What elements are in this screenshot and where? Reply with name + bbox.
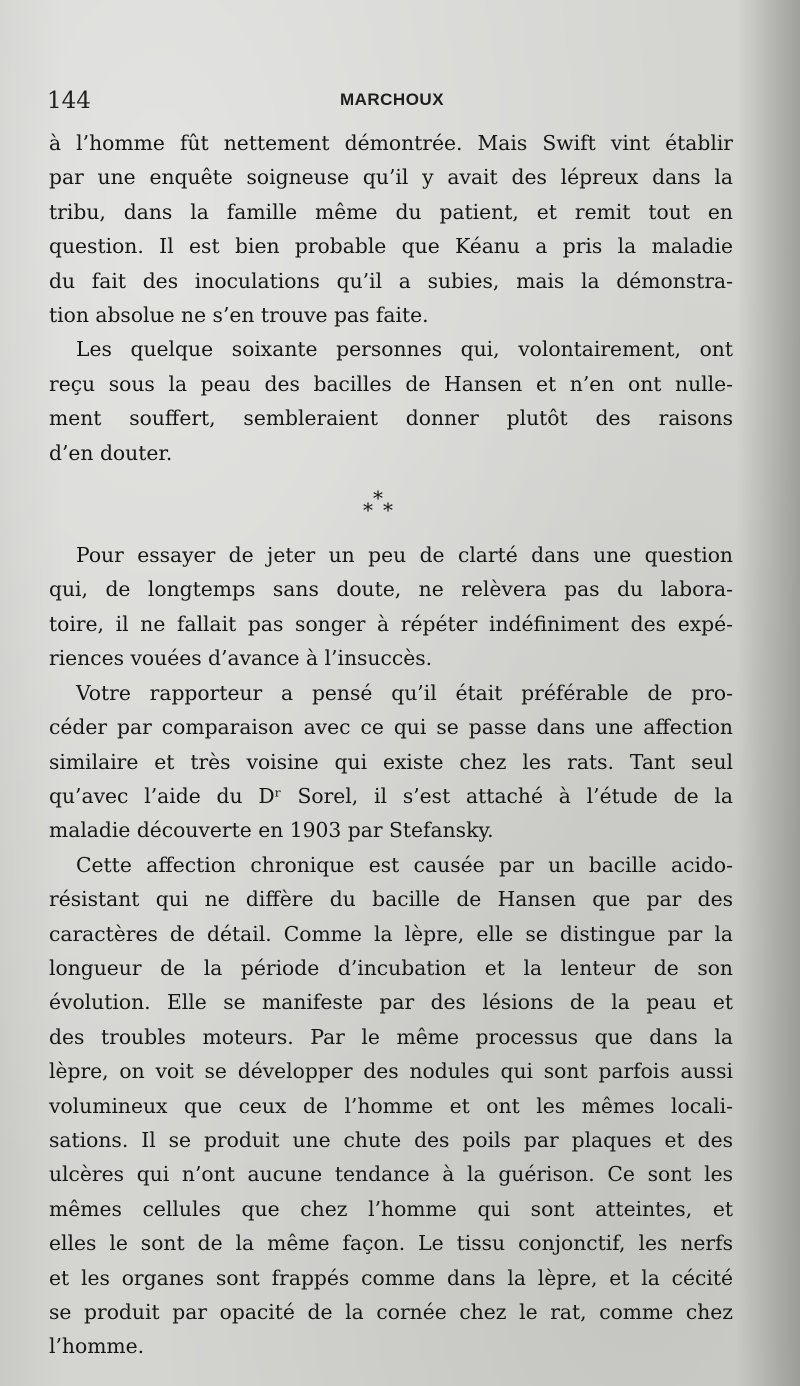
text-line: résistant qui ne diffère du bacille de Hansen que par des (49, 887, 733, 912)
page-number: 144 (47, 88, 91, 114)
text-line: et les organes sont frappés comme dans la lèpre, et la cécité (49, 1265, 733, 1290)
text-line: sations. Il se produit une chute des poils par plaques et des (49, 1127, 733, 1152)
text-line: ulcères qui n’ont aucune tendance à la guérison. Ce sont les (49, 1162, 733, 1187)
paragraph-2 (49, 332, 733, 470)
text-line: similaire et très voisine qui existe chez les rats. Tant seul (49, 749, 733, 774)
text-line: tion absolue ne s’en trouve pas faite. (49, 303, 429, 328)
text-line: lèpre, on voit se développer des nodules qui sont parfois aussi (49, 1059, 733, 1084)
asterisk: * (383, 498, 393, 523)
text-line: maladie découverte en 1903 par Stefansky. (49, 818, 494, 843)
asterisk: * (373, 486, 383, 511)
text-line: par une enquête soigneuse qu’il y avait des lépreux dans la (49, 165, 733, 190)
text-line: se produit par opacité de la cornée chez le rat, comme chez (49, 1300, 733, 1324)
paragraph-4 (49, 676, 733, 848)
asterisk: * (363, 498, 373, 523)
paragraph-5 (49, 848, 733, 1364)
running-head: MARCHOUX (339, 90, 445, 109)
text-line: ment souffert, sembleraient donner plutôt des raisons (49, 406, 733, 431)
paragraph-1 (49, 126, 733, 332)
text-line: évolution. Elle se manifeste par des lésions de la peau et (49, 990, 733, 1015)
text-line: question. Il est bien probable que Kéanu a pris la maladie (49, 234, 733, 259)
text-line: Votre rapporteur a pensé qu’il était préférable de pro- (76, 680, 733, 705)
text-line: qu’avec l’aide du Dʳ Sorel, il s’est attaché à l’étude de la (49, 783, 733, 808)
text-line: elles le sont de la même façon. Le tissu conjonctif, les nerfs (49, 1231, 733, 1256)
text-line: l’homme. (49, 1334, 145, 1359)
text-line: caractères de détail. Comme la lèpre, elle se distingue par la (49, 921, 733, 946)
text-line: riences vouées d’avance à l’insuccès. (49, 646, 433, 671)
text-line: longueur de la période d’incubation et la lenteur de son (49, 955, 733, 980)
text-line: Pour essayer de jeter un peu de clarté dans une question (76, 543, 733, 568)
text-line: céder par comparaison avec ce qui se passe dans une affection (49, 715, 733, 740)
text-line: qui, de longtemps sans doute, ne relèvera pas du labora- (49, 577, 733, 602)
text-line: des troubles moteurs. Par le même processus que dans la (49, 1024, 733, 1049)
text-line: du fait des inoculations qu’il a subies, mais la démonstra- (49, 268, 733, 293)
paragraph-3 (49, 538, 733, 676)
text-line: à l’homme fût nettement démontrée. Mais Swift vint établir (49, 131, 733, 155)
text-line: Cette affection chronique est causée par un bacille acido- (76, 852, 733, 877)
body-text (49, 126, 733, 1364)
text-line: d’en douter. (49, 440, 173, 465)
text-line: Les quelque soixante personnes qui, volontairement, ont (76, 337, 733, 362)
page-header (47, 88, 737, 118)
text-line: volumineux que ceux de l’homme et ont les mêmes locali- (49, 1093, 733, 1118)
text-line: toire, il ne fallait pas songer à répéter indéfiniment des expé- (49, 611, 733, 636)
section-break-asterism (49, 470, 733, 538)
text-line: tribu, dans la famille même du patient, et remit tout en (49, 199, 733, 224)
text-line: reçu sous la peau des bacilles de Hansen et n’en ont nulle- (49, 371, 733, 396)
text-line: mêmes cellules que chez l’homme qui sont atteintes, et (49, 1196, 733, 1221)
